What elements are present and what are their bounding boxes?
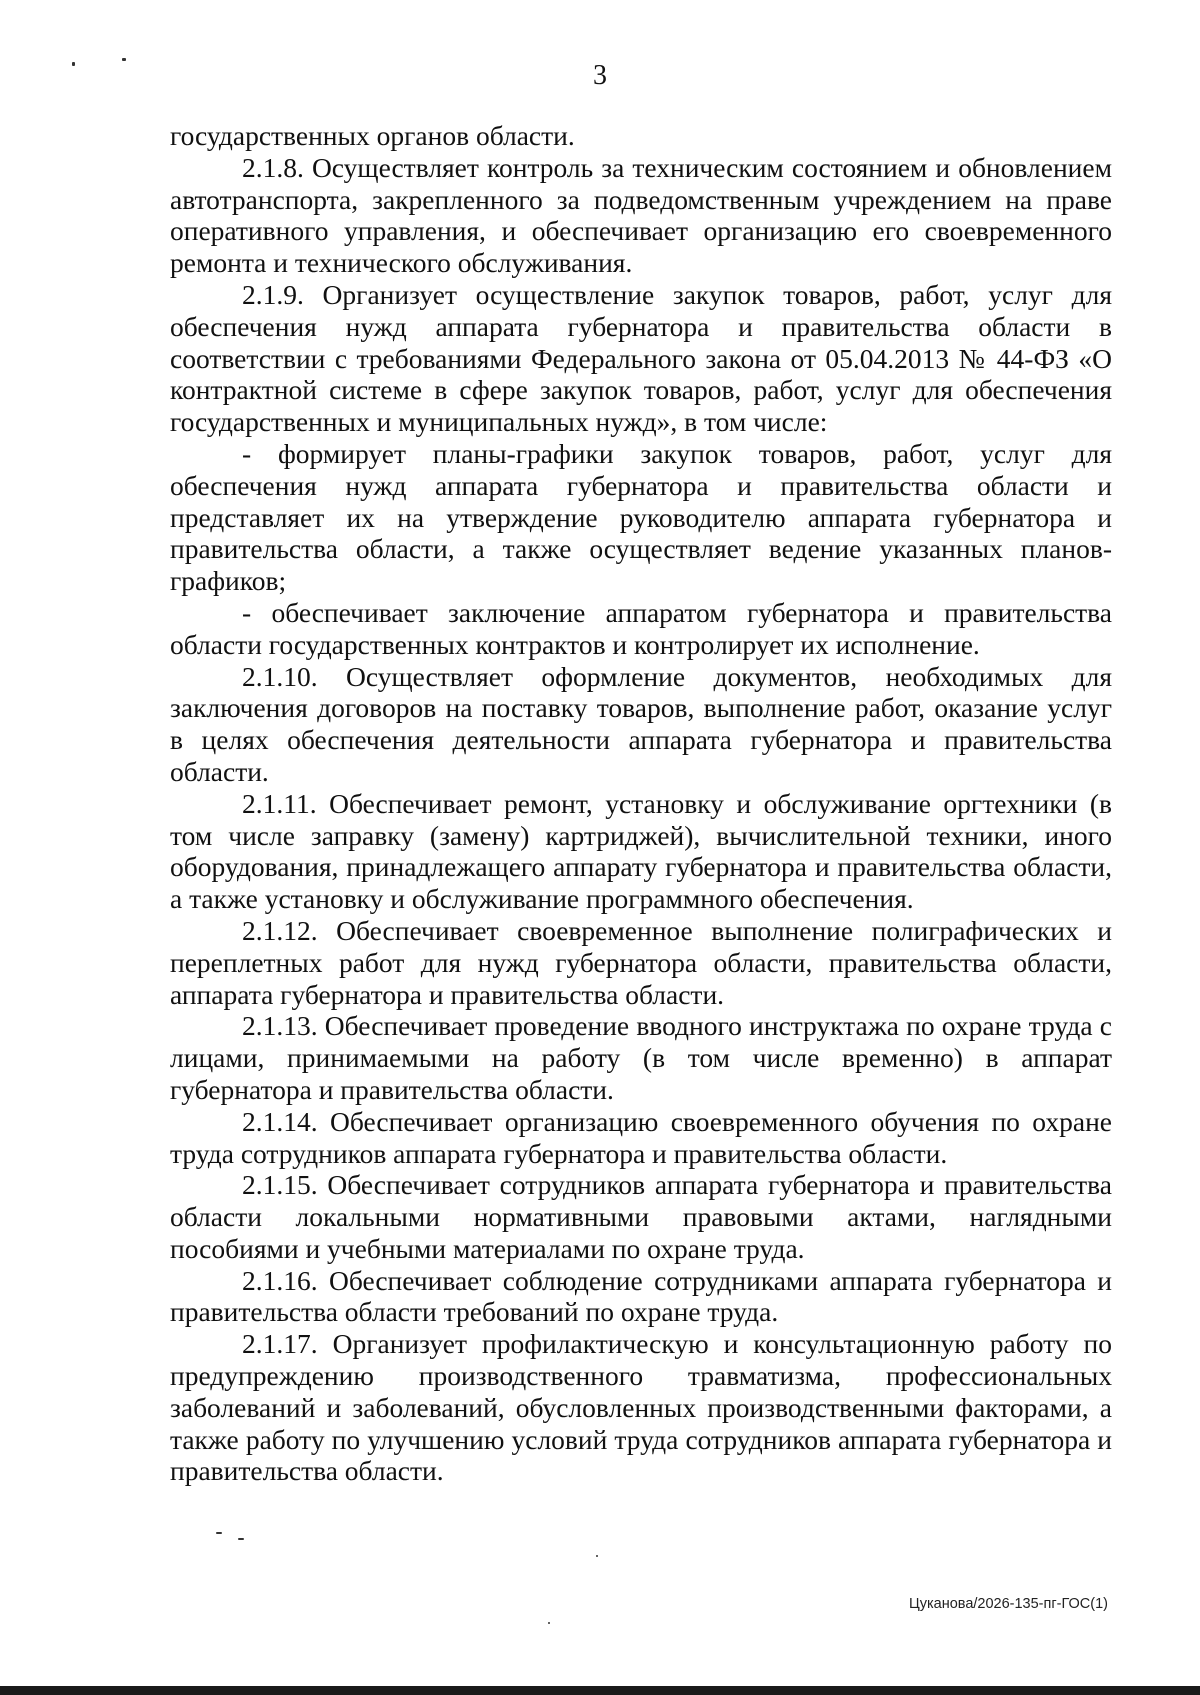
scan-bottom-edge	[0, 1686, 1200, 1695]
paragraph-2-1-11: 2.1.11. Обеспечивает ремонт, установку и обслуживание оргтехники (в том числе заправку (замену) картриджей), вычислительной техники, иного оборудования, принадлежащего аппарату губернатора и правительства области, а также установку и обслуживание программного обеспечения.	[170, 787, 1112, 915]
paragraph-2-1-10: 2.1.10. Осуществляет оформление документов, необходимых для заключения договоров на поставку товаров, выполнение работ, оказание услуг в целях обеспечения деятельности аппарата губернатора и правительства области.	[170, 660, 1112, 787]
paragraph-2-1-8: 2.1.8. Осуществляет контроль за техническим состоянием и обновлением автотранспорта, закрепленного за подведомственным учреждением на праве оперативного управления, и обеспечивает организацию его своевременного ремонта и технического обслуживания.	[170, 151, 1112, 279]
paragraph-2-1-12: 2.1.12. Обеспечивает своевременное выполнение полиграфических и переплетных работ для нужд губернатора области, правительства области, аппарата губернатора и правительства области.	[170, 914, 1112, 1010]
scan-speck	[596, 1555, 598, 1557]
page-number: 3	[593, 60, 607, 91]
document-body	[170, 120, 1112, 1487]
scan-speck	[216, 1532, 222, 1534]
list-item-contracts: - обеспечивает заключение аппаратом губернатора и правительства области государственных контрактов и контролирует их исполнение.	[170, 596, 1112, 660]
paragraph-2-1-9: 2.1.9. Организует осуществление закупок товаров, работ, услуг для обеспечения нужд аппарата губернатора и правительства области в соответствии с требованиями Федерального закона от 05.04.2013 № 44-ФЗ «О контрактной системе в сфере закупок товаров, работ, услуг для обеспечения государственных и муниципальных нужд», в том числе:	[170, 278, 1112, 438]
paragraph-2-1-16: 2.1.16. Обеспечивает соблюдение сотрудниками аппарата губернатора и правительства области требований по охране труда.	[170, 1264, 1112, 1328]
paragraph-2-1-15: 2.1.15. Обеспечивает сотрудников аппарата губернатора и правительства области локальными нормативными правовыми актами, наглядными пособиями и учебными материалами по охране труда.	[170, 1169, 1112, 1264]
scan-speck	[548, 1622, 550, 1624]
paragraph-2-1-17: 2.1.17. Организует профилактическую и консультационную работу по предупреждению производственного травматизма, профессиональных заболеваний и заболеваний, обусловленных производственными факторами, а также работу по улучшению условий труда сотрудников аппарата губернатора и правительства области.	[170, 1328, 1112, 1487]
paragraph-2-1-14: 2.1.14. Обеспечивает организацию своевременного обучения по охране труда сотрудников аппарата губернатора и правительства области.	[170, 1105, 1112, 1169]
scan-speck	[238, 1538, 244, 1540]
footer-document-code: Цуканова/2026-135-пг-ГОС(1)	[909, 1596, 1108, 1612]
list-item-plans: - формирует планы-графики закупок товаров, работ, услуг для обеспечения нужд аппарата губернатора и правительства области и представляет их на утверждение руководителю аппарата губернатора и правительства области, а также осуществляет ведение указанных планов-графиков;	[170, 437, 1112, 597]
paragraph-continuation: государственных органов области.	[170, 120, 575, 151]
paragraph-2-1-13: 2.1.13. Обеспечивает проведение вводного инструктажа по охране труда с лицами, принимаемыми на работу (в том числе временно) в аппарат губернатора и правительства области.	[170, 1010, 1112, 1105]
